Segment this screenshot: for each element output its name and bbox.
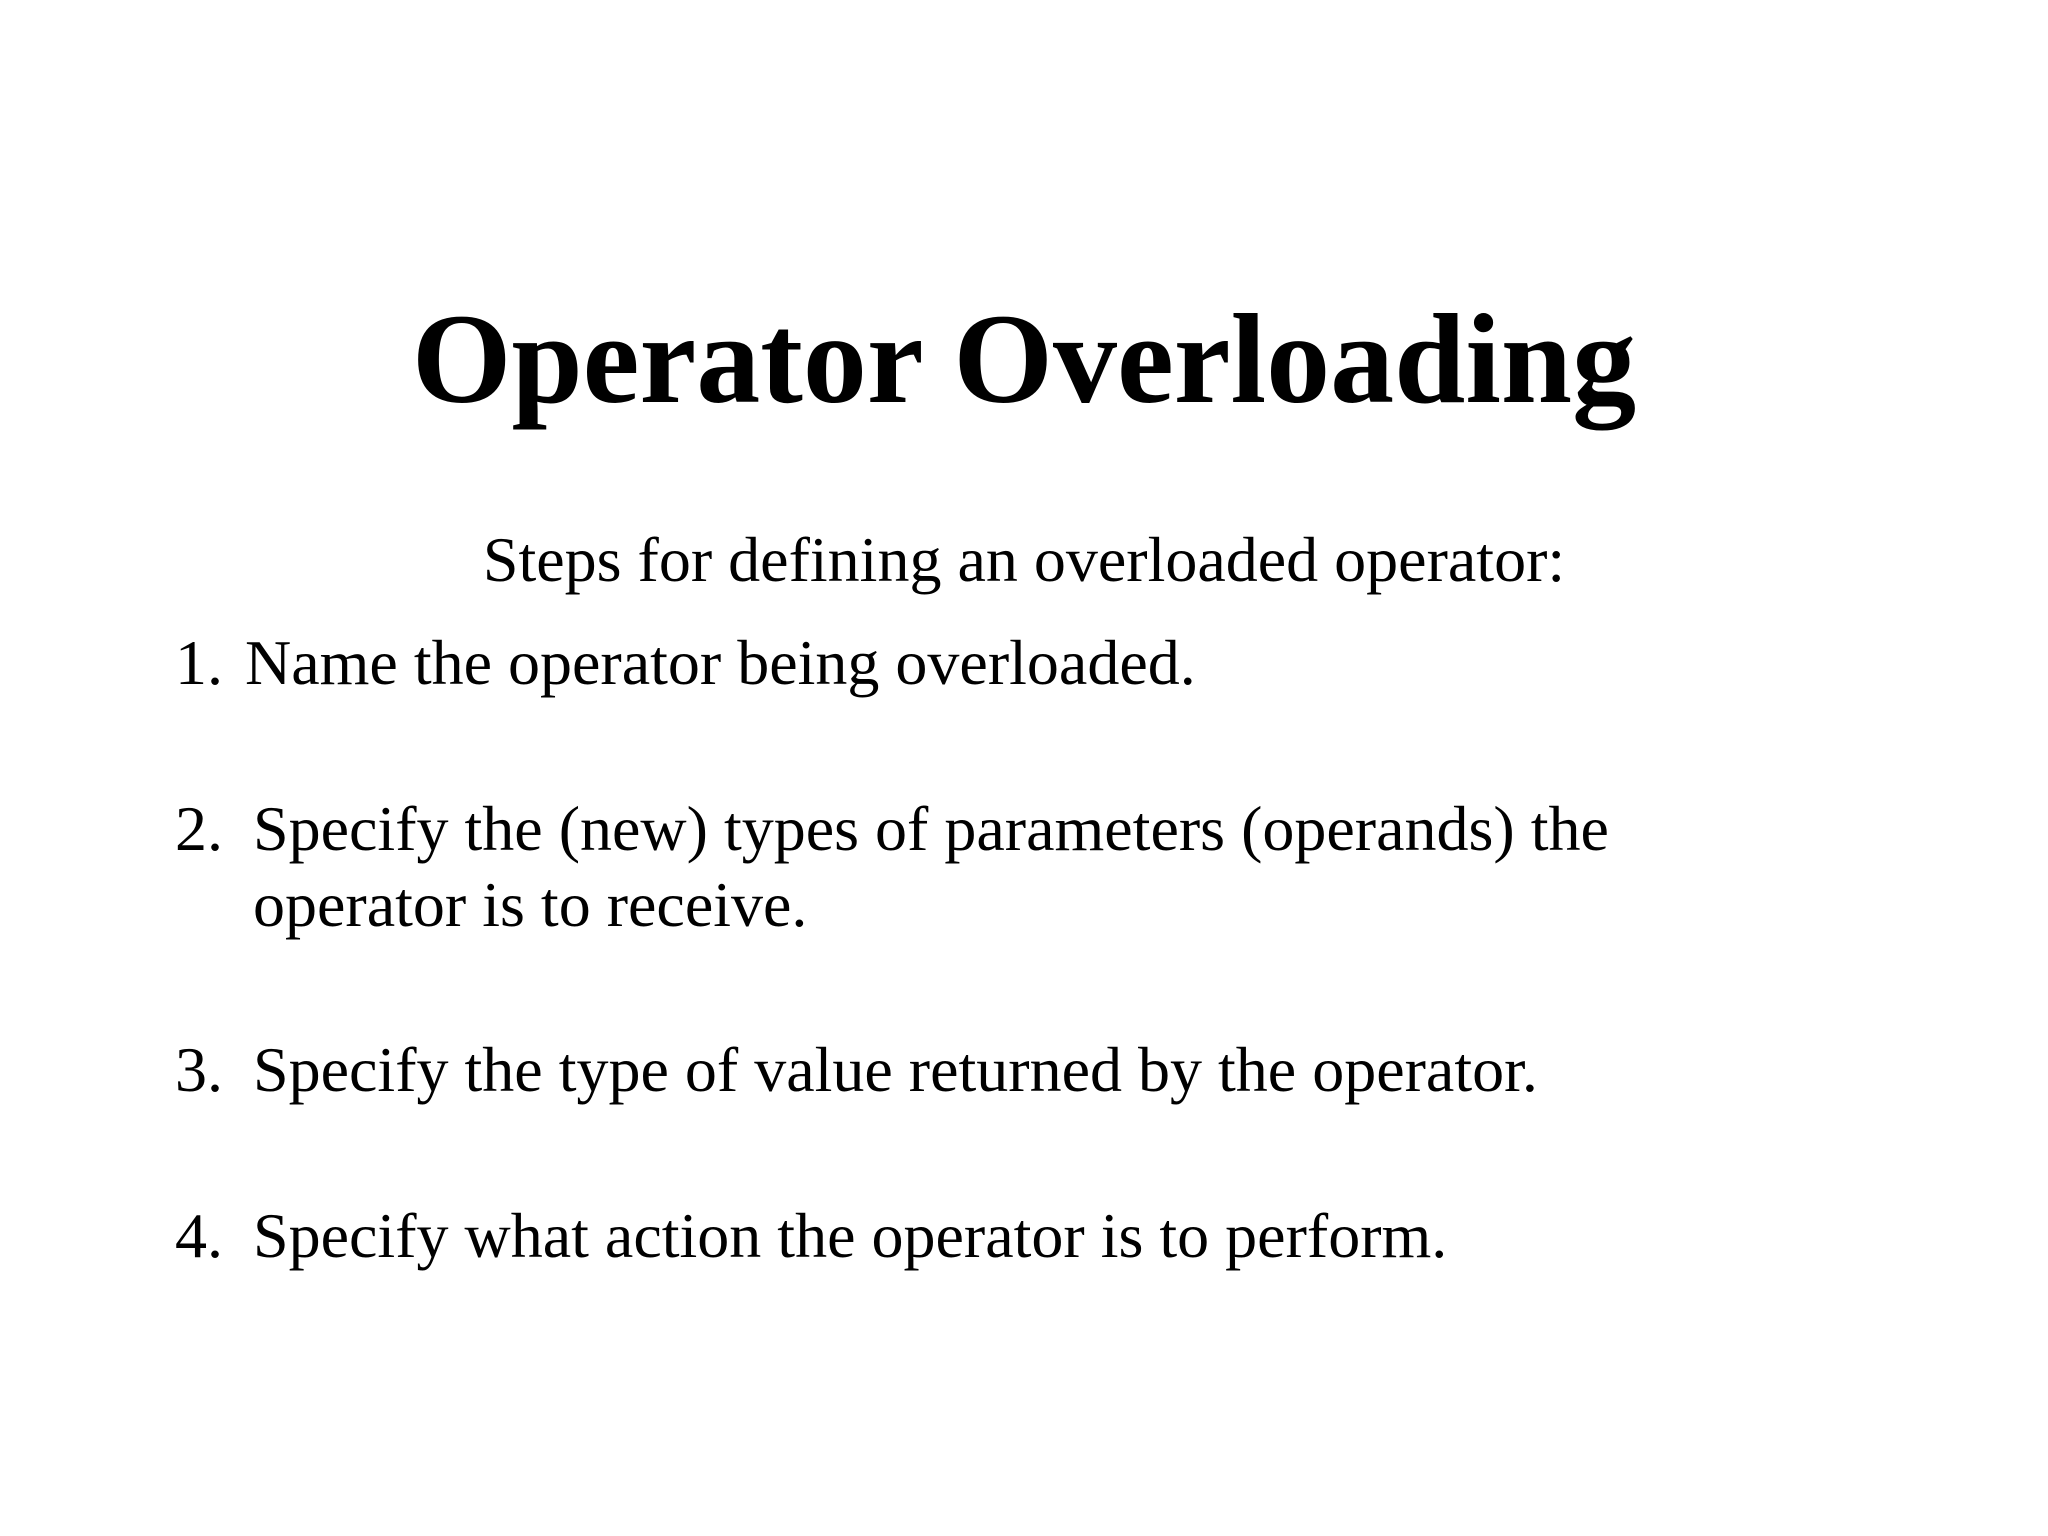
step-number: 1. — [175, 627, 223, 698]
step-text: Name the operator being overloaded. — [245, 627, 1196, 698]
step-number: 4. — [175, 1200, 223, 1271]
step-text: Specify what action the operator is to perform. — [253, 1200, 1448, 1271]
step-item — [175, 625, 1775, 701]
step-number: 3. — [175, 1034, 223, 1105]
step-item — [175, 1198, 1775, 1274]
step-item — [175, 1032, 1775, 1108]
step-text: Specify the (new) types of parameters (operands) the operator is to receive. — [253, 793, 1609, 940]
step-item — [175, 791, 1775, 943]
step-text: Specify the type of value returned by the operator. — [253, 1034, 1538, 1105]
step-number: 2. — [175, 793, 223, 864]
slide-title: Operator Overloading — [411, 287, 1637, 430]
slide-subtitle: Steps for defining an overloaded operator: — [482, 524, 1566, 595]
